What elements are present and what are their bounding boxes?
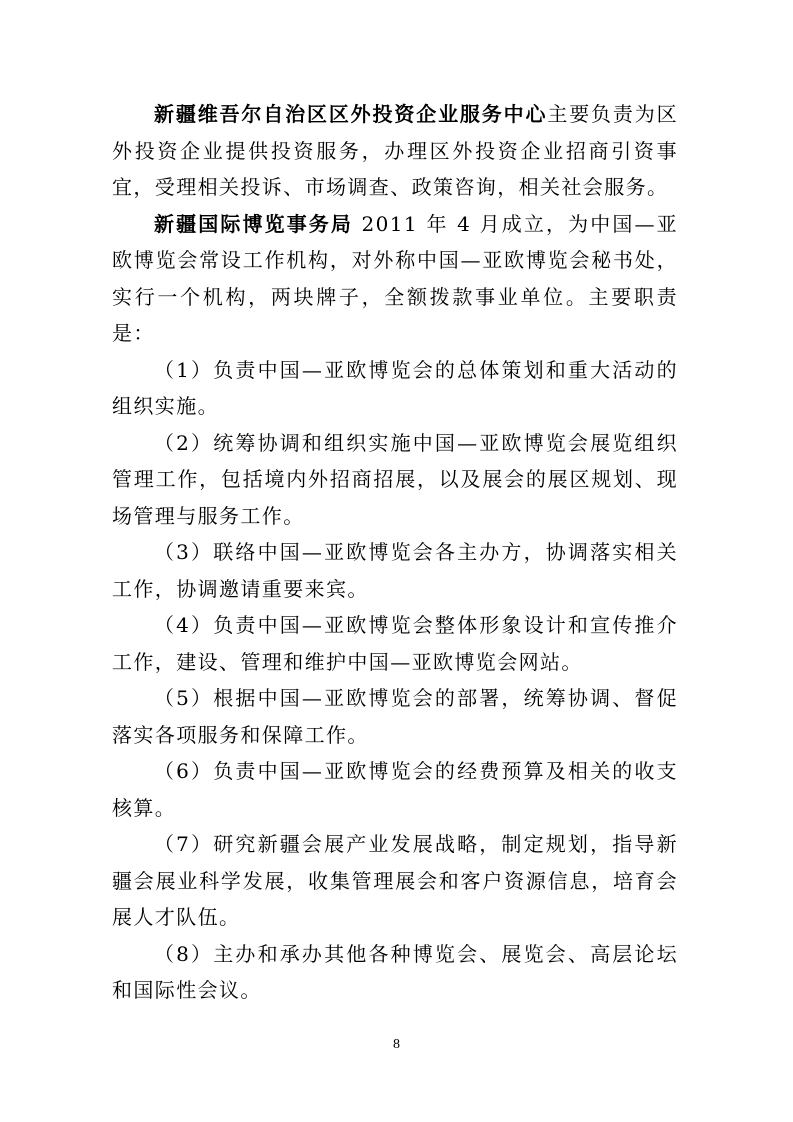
duty-item-4: （4）负责中国—亚欧博览会整体形象设计和宣传推介工作，建设、管理和维护中国—亚欧博览会网站。 <box>112 613 678 674</box>
paragraph-service-center <box>112 96 678 206</box>
duty-item-2: （2）统筹协调和组织实施中国—亚欧博览会展览组织管理工作，包括境内外招商招展，以及展会的展区规划、现场管理与服务工作。 <box>112 430 678 528</box>
paragraph-expo-bureau <box>112 206 678 352</box>
paragraph-lead-service-center: 新疆维吾尔自治区区外投资企业服务中心 <box>154 102 548 126</box>
duty-item-7: （7）研究新疆会展产业发展战略，制定规划，指导新疆会展业科学发展，收集管理展会和客户资源信息，培育会展人才队伍。 <box>112 832 678 929</box>
page-number: 8 <box>393 1037 400 1052</box>
paragraph-text-service-center: 主要负责为区外投资企业提供投资服务，办理区外投资企业招商引资事宜，受理相关投诉、市场调查、政策咨询，相关社会服务。 <box>112 102 679 199</box>
duty-item-8: （8）主办和承办其他各种博览会、展览会、高层论坛和国际性会议。 <box>112 941 678 1002</box>
duty-item-5: （5）根据中国—亚欧博览会的部署，统筹协调、督促落实各项服务和保障工作。 <box>112 686 678 747</box>
duty-item-3: （3）联络中国—亚欧博览会各主办方，协调落实相关工作，协调邀请重要来宾。 <box>112 540 678 601</box>
paragraph-lead-expo-bureau: 新疆国际博览事务局 <box>154 211 354 236</box>
duty-item-6: （6）负责中国—亚欧博览会的经费预算及相关的收支核算。 <box>112 759 678 820</box>
duty-item-1: （1）负责中国—亚欧博览会的总体策划和重大活动的组织实施。 <box>112 357 678 418</box>
paragraph-text-expo-bureau: 2011 年 4 月成立，为中国—亚欧博览会常设工作机构，对外称中国—亚欧博览会秘书处，实行一个机构，两块牌子，全额拨款事业单位。主要职责是： <box>112 211 678 345</box>
document-body <box>112 96 678 1009</box>
